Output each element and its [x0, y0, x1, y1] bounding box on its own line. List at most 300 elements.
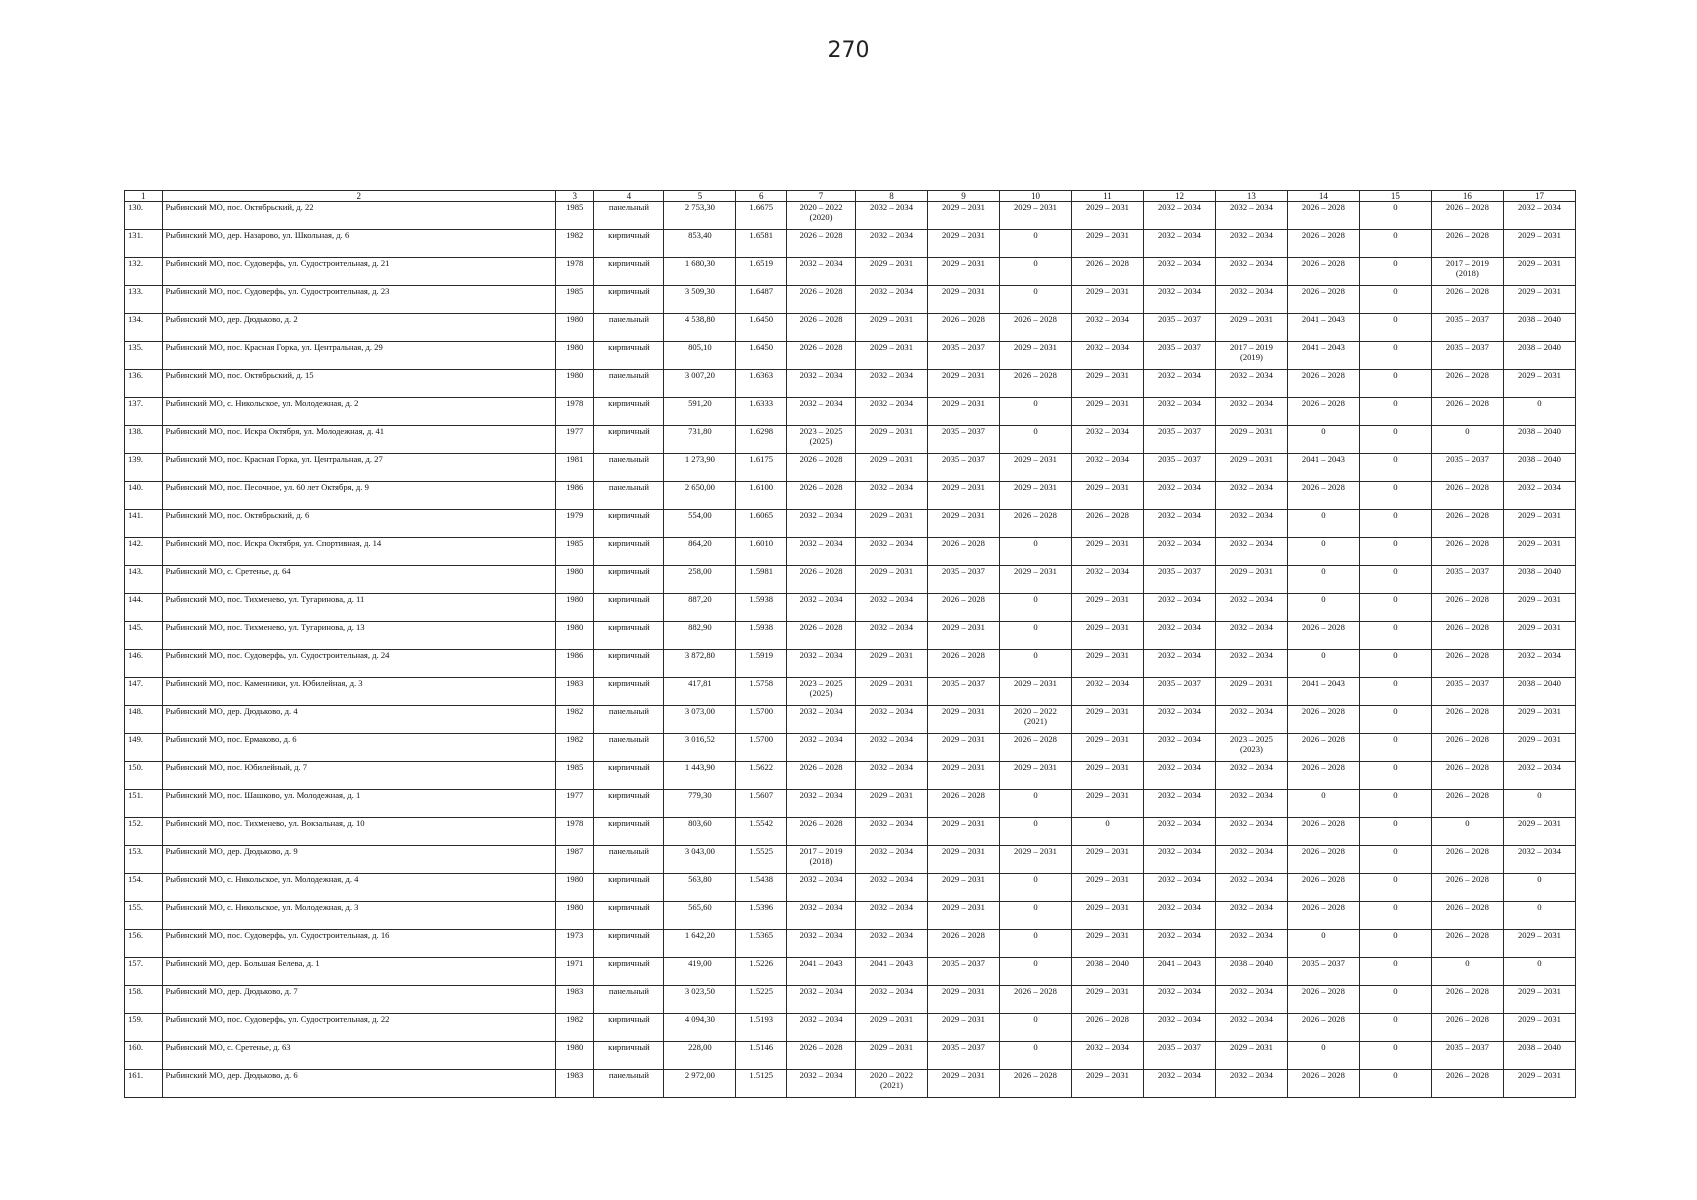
- table-cell: 2029 – 2031: [928, 874, 1000, 902]
- column-number: 13: [1215, 191, 1287, 202]
- table-cell: 2032 – 2034: [787, 706, 856, 734]
- table-cell: 2029 – 2031: [999, 846, 1071, 874]
- table-cell: 1985: [555, 202, 594, 230]
- table-cell: 2035 – 2037: [1143, 426, 1215, 454]
- row-number: 151.: [125, 790, 163, 818]
- table-row: [125, 762, 1576, 790]
- table-cell: 2026 – 2028: [1071, 258, 1143, 286]
- table-cell: панельный: [594, 202, 664, 230]
- table-cell: 2026 – 2028: [1287, 734, 1359, 762]
- table-cell: 2026 – 2028: [787, 230, 856, 258]
- address-cell: Рыбинский МО, дер. Дюдьково, д. 2: [162, 314, 555, 342]
- address-cell: Рыбинский МО, пос. Тихменево, ул. Тугаринова, д. 11: [162, 594, 555, 622]
- table-cell: 2032 – 2034: [1143, 846, 1215, 874]
- table-cell: 1971: [555, 958, 594, 986]
- table-cell: 0: [1431, 818, 1503, 846]
- table-cell: 2026 – 2028: [928, 650, 1000, 678]
- row-number: 141.: [125, 510, 163, 538]
- table-cell: 2029 – 2031: [999, 762, 1071, 790]
- table-cell: 2029 – 2031: [856, 258, 928, 286]
- table-cell: кирпичный: [594, 762, 664, 790]
- row-number: 135.: [125, 342, 163, 370]
- address-cell: Рыбинский МО, дер. Дюдьково, д. 4: [162, 706, 555, 734]
- table-cell: 1.5396: [736, 902, 787, 930]
- table-cell: 1980: [555, 566, 594, 594]
- table-cell: 1.6298: [736, 426, 787, 454]
- table-cell: 2032 – 2034: [1143, 622, 1215, 650]
- table-cell: 0: [1359, 1070, 1431, 1098]
- table-cell: 0: [1359, 286, 1431, 314]
- row-number: 131.: [125, 230, 163, 258]
- table-row: [125, 958, 1576, 986]
- table-cell: 2029 – 2031: [1071, 734, 1143, 762]
- table-cell: 2026 – 2028: [999, 510, 1071, 538]
- table-cell: 258,00: [664, 566, 736, 594]
- table-cell: кирпичный: [594, 874, 664, 902]
- table-cell: 2029 – 2031: [1503, 286, 1575, 314]
- table-cell: 2029 – 2031: [1071, 622, 1143, 650]
- table-cell: 1.5700: [736, 734, 787, 762]
- column-number: 14: [1287, 191, 1359, 202]
- table-cell: 2032 – 2034: [1215, 1070, 1287, 1098]
- table-cell: 2029 – 2031: [1503, 818, 1575, 846]
- table-cell: 2029 – 2031: [928, 762, 1000, 790]
- table-cell: 2035 – 2037: [1143, 454, 1215, 482]
- table-cell: 0: [999, 398, 1071, 426]
- table-cell: 2032 – 2034: [1143, 902, 1215, 930]
- table-cell: 2026 – 2028: [1431, 846, 1503, 874]
- table-cell: 565,60: [664, 902, 736, 930]
- address-cell: Рыбинский МО, пос. Красная Горка, ул. Центральная, д. 27: [162, 454, 555, 482]
- table-cell: 2029 – 2031: [928, 818, 1000, 846]
- table-cell: 2032 – 2034: [1143, 538, 1215, 566]
- table-cell: 0: [999, 286, 1071, 314]
- table-cell: 0: [1359, 482, 1431, 510]
- table-cell: 2029 – 2031: [856, 454, 928, 482]
- table-cell: 2038 – 2040: [1503, 678, 1575, 706]
- table-cell: 1.6333: [736, 398, 787, 426]
- table-cell: 0: [1359, 622, 1431, 650]
- table-cell: 2032 – 2034: [787, 258, 856, 286]
- table-cell: 2032 – 2034: [856, 482, 928, 510]
- table-cell: 1980: [555, 594, 594, 622]
- table-cell: 2032 – 2034: [1143, 1070, 1215, 1098]
- table-cell: 3 073,00: [664, 706, 736, 734]
- table-cell: 2032 – 2034: [1215, 286, 1287, 314]
- table-cell: 2026 – 2028: [1287, 762, 1359, 790]
- table-cell: 0: [1287, 566, 1359, 594]
- table-cell: 1.6519: [736, 258, 787, 286]
- row-number: 156.: [125, 930, 163, 958]
- table-cell: 2026 – 2028: [1431, 874, 1503, 902]
- table-cell: 2035 – 2037: [928, 342, 1000, 370]
- table-cell: 2029 – 2031: [856, 650, 928, 678]
- row-number: 154.: [125, 874, 163, 902]
- table-cell: 2032 – 2034: [1143, 986, 1215, 1014]
- table-row: [125, 510, 1576, 538]
- table-cell: 2029 – 2031: [1503, 930, 1575, 958]
- row-number: 142.: [125, 538, 163, 566]
- column-number-row: [125, 191, 1576, 202]
- table-cell: 1986: [555, 482, 594, 510]
- table-cell: 2035 – 2037: [1431, 678, 1503, 706]
- table-row: [125, 1070, 1576, 1098]
- column-number: 3: [555, 191, 594, 202]
- table-cell: 1978: [555, 818, 594, 846]
- address-cell: Рыбинский МО, с. Сретенье, д. 63: [162, 1042, 555, 1070]
- table-row: [125, 342, 1576, 370]
- table-cell: 2029 – 2031: [856, 342, 928, 370]
- table-cell: 0: [999, 594, 1071, 622]
- table-cell: 2023 – 2025 (2025): [787, 678, 856, 706]
- table-row: [125, 230, 1576, 258]
- table-cell: 3 023,50: [664, 986, 736, 1014]
- table-cell: 2020 – 2022 (2020): [787, 202, 856, 230]
- table-cell: 0: [1359, 734, 1431, 762]
- table-cell: кирпичный: [594, 1042, 664, 1070]
- table-cell: 0: [1359, 706, 1431, 734]
- table-cell: 0: [1431, 426, 1503, 454]
- column-number: 6: [736, 191, 787, 202]
- address-cell: Рыбинский МО, пос. Шашково, ул. Молодежная, д. 1: [162, 790, 555, 818]
- table-cell: 2029 – 2031: [1071, 790, 1143, 818]
- table-cell: 2029 – 2031: [999, 202, 1071, 230]
- table-cell: 2032 – 2034: [1143, 762, 1215, 790]
- table-cell: 0: [1359, 426, 1431, 454]
- table-cell: 1 642,20: [664, 930, 736, 958]
- table-cell: 2029 – 2031: [1503, 1014, 1575, 1042]
- table-cell: 2041 – 2043: [856, 958, 928, 986]
- table-cell: кирпичный: [594, 650, 664, 678]
- table-cell: 1.6675: [736, 202, 787, 230]
- table-cell: 2029 – 2031: [1503, 510, 1575, 538]
- table-cell: 0: [1359, 790, 1431, 818]
- table-cell: кирпичный: [594, 678, 664, 706]
- table-cell: 2026 – 2028: [787, 1042, 856, 1070]
- table-cell: 0: [999, 1014, 1071, 1042]
- table-cell: 2041 – 2043: [1287, 314, 1359, 342]
- table-cell: кирпичный: [594, 930, 664, 958]
- table-cell: кирпичный: [594, 342, 664, 370]
- table-cell: 2026 – 2028: [999, 734, 1071, 762]
- table-cell: 0: [1359, 846, 1431, 874]
- table-cell: 0: [1287, 538, 1359, 566]
- table-cell: 0: [1359, 594, 1431, 622]
- address-cell: Рыбинский МО, пос. Искра Октября, ул. Спортивная, д. 14: [162, 538, 555, 566]
- table-cell: 1.6175: [736, 454, 787, 482]
- row-number: 132.: [125, 258, 163, 286]
- table-cell: 2026 – 2028: [1431, 706, 1503, 734]
- table-cell: 2029 – 2031: [928, 986, 1000, 1014]
- table-cell: 2026 – 2028: [787, 566, 856, 594]
- table-cell: 0: [1359, 202, 1431, 230]
- table-cell: 2026 – 2028: [1287, 258, 1359, 286]
- table-cell: 2032 – 2034: [787, 370, 856, 398]
- table-cell: 0: [1503, 902, 1575, 930]
- table-cell: 0: [1287, 594, 1359, 622]
- address-cell: Рыбинский МО, дер. Дюдьково, д. 9: [162, 846, 555, 874]
- table-cell: 2026 – 2028: [787, 342, 856, 370]
- table-cell: 0: [1359, 510, 1431, 538]
- table-row: [125, 566, 1576, 594]
- table-cell: 1.5438: [736, 874, 787, 902]
- table-cell: 2029 – 2031: [999, 342, 1071, 370]
- column-number: 1: [125, 191, 163, 202]
- address-cell: Рыбинский МО, с. Сретенье, д. 64: [162, 566, 555, 594]
- table-cell: 2029 – 2031: [1503, 230, 1575, 258]
- table-cell: 2038 – 2040: [1503, 566, 1575, 594]
- table-cell: кирпичный: [594, 566, 664, 594]
- table-cell: 2032 – 2034: [1071, 678, 1143, 706]
- table-cell: 2032 – 2034: [787, 650, 856, 678]
- table-cell: 563,80: [664, 874, 736, 902]
- table-cell: 2029 – 2031: [928, 846, 1000, 874]
- table-cell: 2029 – 2031: [1503, 370, 1575, 398]
- table-cell: 2017 – 2019 (2018): [787, 846, 856, 874]
- table-cell: 2032 – 2034: [1143, 1014, 1215, 1042]
- table-cell: 0: [1359, 314, 1431, 342]
- table-cell: 2029 – 2031: [999, 678, 1071, 706]
- table-cell: 1 273,90: [664, 454, 736, 482]
- table-cell: 2035 – 2037: [1143, 314, 1215, 342]
- table-row: [125, 426, 1576, 454]
- table-cell: 2032 – 2034: [1215, 510, 1287, 538]
- address-cell: Рыбинский МО, пос. Октябрьский, д. 22: [162, 202, 555, 230]
- row-number: 146.: [125, 650, 163, 678]
- row-number: 139.: [125, 454, 163, 482]
- table-cell: 2029 – 2031: [856, 510, 928, 538]
- table-cell: 2032 – 2034: [856, 286, 928, 314]
- table-row: [125, 1014, 1576, 1042]
- table-cell: панельный: [594, 734, 664, 762]
- table-cell: 2029 – 2031: [999, 566, 1071, 594]
- table-cell: 1.5193: [736, 1014, 787, 1042]
- table-cell: 2026 – 2028: [1287, 482, 1359, 510]
- table-cell: 803,60: [664, 818, 736, 846]
- table-cell: 1.5981: [736, 566, 787, 594]
- table-row: [125, 1042, 1576, 1070]
- table-cell: 2032 – 2034: [787, 1014, 856, 1042]
- table-cell: 2032 – 2034: [856, 538, 928, 566]
- table-cell: 2035 – 2037: [928, 1042, 1000, 1070]
- table-cell: 3 007,20: [664, 370, 736, 398]
- table-cell: 2041 – 2043: [1287, 678, 1359, 706]
- table-cell: 2032 – 2034: [1215, 230, 1287, 258]
- table-cell: 1983: [555, 678, 594, 706]
- row-number: 158.: [125, 986, 163, 1014]
- table-cell: 2035 – 2037: [1431, 566, 1503, 594]
- table-cell: 2032 – 2034: [1143, 818, 1215, 846]
- table-cell: 2029 – 2031: [856, 426, 928, 454]
- table-cell: 2035 – 2037: [928, 958, 1000, 986]
- table-cell: 2032 – 2034: [1143, 930, 1215, 958]
- table-cell: 2 753,30: [664, 202, 736, 230]
- table-cell: 2029 – 2031: [1503, 538, 1575, 566]
- table-cell: 2032 – 2034: [1143, 874, 1215, 902]
- table-cell: 1981: [555, 454, 594, 482]
- table-cell: 2032 – 2034: [856, 594, 928, 622]
- table-cell: 2038 – 2040: [1215, 958, 1287, 986]
- table-cell: 2032 – 2034: [1215, 762, 1287, 790]
- table-cell: 0: [999, 902, 1071, 930]
- row-number: 134.: [125, 314, 163, 342]
- table-cell: 1980: [555, 342, 594, 370]
- table-row: [125, 790, 1576, 818]
- table-cell: 2026 – 2028: [1287, 622, 1359, 650]
- table-cell: 1.5365: [736, 930, 787, 958]
- table-cell: 1982: [555, 706, 594, 734]
- table-cell: 2032 – 2034: [856, 930, 928, 958]
- address-cell: Рыбинский МО, пос. Юбилейный, д. 7: [162, 762, 555, 790]
- table-row: [125, 454, 1576, 482]
- table-cell: 1.6487: [736, 286, 787, 314]
- row-number: 157.: [125, 958, 163, 986]
- table-cell: 1.5607: [736, 790, 787, 818]
- table-cell: 0: [1359, 762, 1431, 790]
- table-row: [125, 286, 1576, 314]
- table-cell: 2023 – 2025 (2025): [787, 426, 856, 454]
- table-cell: 2032 – 2034: [1071, 454, 1143, 482]
- table-cell: 2026 – 2028: [1287, 398, 1359, 426]
- table-cell: 0: [1287, 510, 1359, 538]
- table-cell: 2026 – 2028: [1431, 594, 1503, 622]
- table-cell: 0: [1359, 678, 1431, 706]
- address-cell: Рыбинский МО, с. Никольское, ул. Молодежная, д. 2: [162, 398, 555, 426]
- table-cell: 2026 – 2028: [1431, 398, 1503, 426]
- table-cell: 2026 – 2028: [928, 790, 1000, 818]
- table-cell: 864,20: [664, 538, 736, 566]
- table-cell: 0: [1359, 258, 1431, 286]
- table-cell: 2026 – 2028: [928, 314, 1000, 342]
- column-number: 5: [664, 191, 736, 202]
- table-cell: 2029 – 2031: [928, 202, 1000, 230]
- table-cell: 2026 – 2028: [928, 594, 1000, 622]
- table-cell: 1986: [555, 650, 594, 678]
- column-number: 12: [1143, 191, 1215, 202]
- table-cell: 2029 – 2031: [928, 286, 1000, 314]
- table-cell: 0: [1503, 874, 1575, 902]
- table-cell: 2029 – 2031: [928, 622, 1000, 650]
- table-row: [125, 706, 1576, 734]
- table-row: [125, 930, 1576, 958]
- table-cell: 2 972,00: [664, 1070, 736, 1098]
- table-cell: 2038 – 2040: [1503, 314, 1575, 342]
- row-number: 149.: [125, 734, 163, 762]
- table-cell: 2 650,00: [664, 482, 736, 510]
- table-cell: 2032 – 2034: [1215, 398, 1287, 426]
- table-cell: 2032 – 2034: [1503, 482, 1575, 510]
- table-cell: 2029 – 2031: [928, 482, 1000, 510]
- table-cell: 2029 – 2031: [856, 1042, 928, 1070]
- table-cell: 419,00: [664, 958, 736, 986]
- table-cell: 3 509,30: [664, 286, 736, 314]
- table-cell: 2029 – 2031: [1215, 678, 1287, 706]
- table-cell: 0: [999, 818, 1071, 846]
- table-cell: 2032 – 2034: [856, 202, 928, 230]
- address-cell: Рыбинский МО, дер. Назарово, ул. Школьная, д. 6: [162, 230, 555, 258]
- table-cell: 1.6100: [736, 482, 787, 510]
- address-cell: Рыбинский МО, пос. Тихменево, ул. Тугаринова, д. 13: [162, 622, 555, 650]
- table-cell: кирпичный: [594, 790, 664, 818]
- table-cell: 2035 – 2037: [1431, 1042, 1503, 1070]
- table-cell: 2026 – 2028: [1287, 818, 1359, 846]
- table-cell: 1982: [555, 1014, 594, 1042]
- table-row: [125, 986, 1576, 1014]
- address-cell: Рыбинский МО, пос. Тихменево, ул. Вокзальная, д. 10: [162, 818, 555, 846]
- table-cell: 2035 – 2037: [1143, 678, 1215, 706]
- row-number: 152.: [125, 818, 163, 846]
- table-cell: 1.5758: [736, 678, 787, 706]
- table-cell: 2029 – 2031: [928, 510, 1000, 538]
- table-row: [125, 846, 1576, 874]
- table-cell: 2032 – 2034: [787, 538, 856, 566]
- address-cell: Рыбинский МО, с. Никольское, ул. Молодежная, д. 4: [162, 874, 555, 902]
- table-cell: кирпичный: [594, 538, 664, 566]
- table-cell: 2026 – 2028: [1431, 622, 1503, 650]
- table-cell: 2026 – 2028: [1431, 902, 1503, 930]
- table-cell: 4 094,30: [664, 1014, 736, 1042]
- table-cell: 2032 – 2034: [1143, 706, 1215, 734]
- table-cell: 2029 – 2031: [928, 398, 1000, 426]
- table-cell: 2032 – 2034: [1215, 1014, 1287, 1042]
- table-cell: 1983: [555, 986, 594, 1014]
- table-cell: 2032 – 2034: [856, 874, 928, 902]
- table-cell: 2032 – 2034: [1071, 342, 1143, 370]
- table-cell: 2026 – 2028: [1431, 202, 1503, 230]
- table-cell: кирпичный: [594, 286, 664, 314]
- table-cell: 1 680,30: [664, 258, 736, 286]
- table-cell: 2032 – 2034: [1215, 538, 1287, 566]
- table-cell: 2026 – 2028: [1071, 1014, 1143, 1042]
- table-cell: 2032 – 2034: [1215, 790, 1287, 818]
- table-cell: 0: [999, 258, 1071, 286]
- table-cell: 2026 – 2028: [1431, 986, 1503, 1014]
- row-number: 143.: [125, 566, 163, 594]
- table-cell: 2035 – 2037: [928, 678, 1000, 706]
- table-cell: 2032 – 2034: [787, 1070, 856, 1098]
- table-cell: 2035 – 2037: [928, 454, 1000, 482]
- table-cell: 2029 – 2031: [1071, 482, 1143, 510]
- column-number: 10: [999, 191, 1071, 202]
- table-cell: 2032 – 2034: [787, 594, 856, 622]
- table-row: [125, 678, 1576, 706]
- table-cell: 1.5125: [736, 1070, 787, 1098]
- table-cell: 2026 – 2028: [1431, 370, 1503, 398]
- table-cell: кирпичный: [594, 902, 664, 930]
- table-cell: 2029 – 2031: [1071, 874, 1143, 902]
- table-cell: 2026 – 2028: [999, 314, 1071, 342]
- row-number: 159.: [125, 1014, 163, 1042]
- row-number: 153.: [125, 846, 163, 874]
- table-cell: 1977: [555, 790, 594, 818]
- address-cell: Рыбинский МО, дер. Дюдьково, д. 7: [162, 986, 555, 1014]
- table-cell: 2032 – 2034: [787, 930, 856, 958]
- table-cell: 2032 – 2034: [787, 874, 856, 902]
- table-cell: 2032 – 2034: [1215, 622, 1287, 650]
- address-cell: Рыбинский МО, пос. Песочное, ул. 60 лет Октября, д. 9: [162, 482, 555, 510]
- table-cell: 2026 – 2028: [1431, 230, 1503, 258]
- table-cell: 2032 – 2034: [787, 734, 856, 762]
- table-cell: 0: [1359, 230, 1431, 258]
- page-number: 270: [827, 38, 870, 63]
- table-cell: 0: [999, 958, 1071, 986]
- table-cell: 0: [1359, 930, 1431, 958]
- table-cell: панельный: [594, 454, 664, 482]
- table-cell: 2032 – 2034: [1143, 594, 1215, 622]
- table-cell: 1980: [555, 370, 594, 398]
- table-cell: 2029 – 2031: [1071, 230, 1143, 258]
- table-cell: 0: [1359, 958, 1431, 986]
